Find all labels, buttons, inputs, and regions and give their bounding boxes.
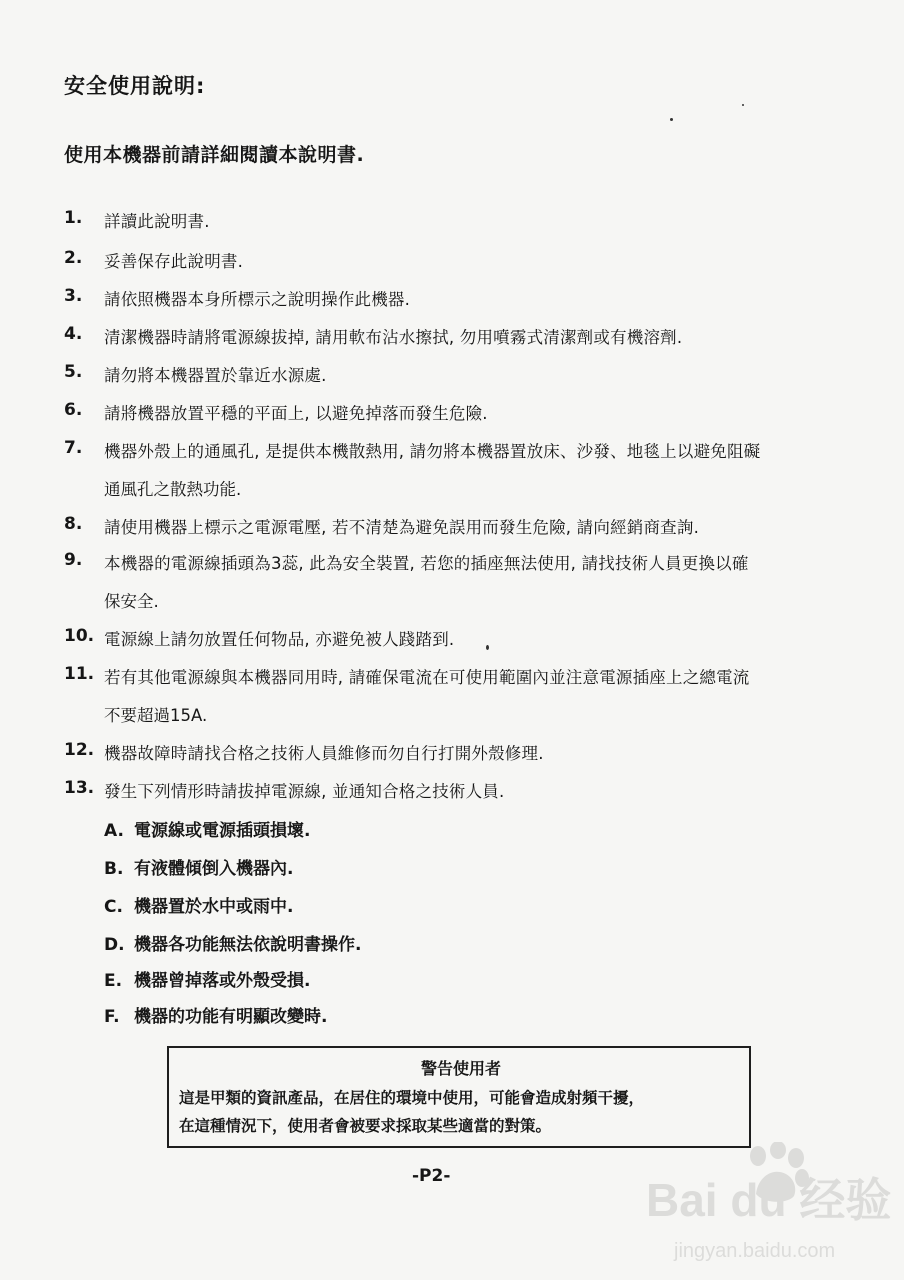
item-text: 電源線上請勿放置任何物品, 亦避免被人踐踏到. [104, 630, 455, 649]
sub-item-text: 機器各功能無法依說明書操作. [134, 935, 362, 955]
sub-item-text: 機器置於水中或雨中. [134, 897, 294, 917]
sub-item-label: E. [104, 971, 123, 991]
item-number: 2. [64, 248, 83, 268]
item-number: 7. [64, 438, 83, 458]
sub-item-text: 有液體傾倒入機器內. [134, 859, 294, 879]
item-number: 13. [64, 778, 95, 798]
item-text: 請勿將本機器置於靠近水源處. [104, 366, 327, 385]
item-number: 3. [64, 286, 83, 306]
warning-title: 警告使用者 [420, 1059, 501, 1078]
item-text: 詳讀此說明書. [104, 212, 210, 231]
item-number: 4. [64, 324, 83, 344]
item-text: 本機器的電源線插頭為3蕊, 此為安全裝置, 若您的插座無法使用, 請找技術人員更換以確 [104, 554, 749, 573]
sub-item-text: 電源線或電源插頭損壞. [134, 821, 311, 841]
scan-speck [670, 118, 673, 121]
sub-item-text: 機器曾掉落或外殼受損. [134, 971, 311, 991]
sub-item [104, 892, 293, 917]
item-text: 機器外殼上的通風孔, 是提供本機散熱用, 請勿將本機器置放床、沙發、地毯上以避免阻礙 [104, 442, 761, 461]
sub-item [104, 1002, 327, 1027]
intro-sentence: 使用本機器前請詳細閱讀本說明書. [64, 144, 365, 166]
page-number: -P2- [412, 1166, 451, 1186]
scan-speck [742, 104, 744, 106]
item-text: 若有其他電源線與本機器同用時, 請確保電流在可使用範圍內並注意電源插座上之總電流 [104, 668, 750, 687]
sub-item-label: B. [104, 859, 124, 879]
item-text: 請將機器放置平穩的平面上, 以避免掉落而發生危險. [104, 404, 488, 423]
item-number: 1. [64, 208, 83, 228]
section-heading: 安全使用說明: [64, 74, 206, 98]
item-number: 11. [64, 664, 95, 684]
sub-item [104, 966, 310, 991]
sub-item-label: D. [104, 935, 125, 955]
sub-item-label: A. [104, 821, 124, 841]
warning-line: 在這種情況下，使用者會被要求採取某些適當的對策。 [179, 1117, 552, 1135]
item-number: 12. [64, 740, 95, 760]
item-continuation: 通風孔之散熱功能. [104, 480, 242, 499]
sub-item [104, 930, 361, 955]
sub-item-label: C. [104, 897, 123, 917]
warning-box [167, 1046, 751, 1148]
scan-speck [486, 645, 489, 650]
item-number: 5. [64, 362, 83, 382]
item-text: 妥善保存此說明書. [104, 252, 244, 271]
item-number: 9. [64, 550, 83, 570]
sub-item [104, 816, 310, 841]
sub-item [104, 854, 293, 879]
item-continuation: 保安全. [104, 592, 159, 611]
item-text: 發生下列情形時請拔掉電源線, 並通知合格之技術人員. [104, 782, 505, 801]
item-number: 6. [64, 400, 83, 420]
item-number: 10. [64, 626, 95, 646]
baidu-watermark [646, 1140, 896, 1268]
item-text: 清潔機器時請將電源線拔掉, 請用軟布沾水擦拭, 勿用噴霧式清潔劑或有機溶劑. [104, 328, 683, 347]
watermark-logo: Bai du 经验 [646, 1174, 892, 1226]
item-text: 請依照機器本身所標示之說明操作此機器. [104, 290, 411, 309]
watermark-url: jingyan.baidu.com [674, 1240, 836, 1262]
item-number: 8. [64, 514, 83, 534]
warning-line: 這是甲類的資訊產品，在居住的環境中使用，可能會造成射頻干擾， [179, 1089, 645, 1107]
item-text: 機器故障時請找合格之技術人員維修而勿自行打開外殼修理. [104, 744, 544, 763]
item-continuation: 不要超過15A. [104, 706, 208, 725]
sub-item-label: F. [104, 1007, 120, 1027]
sub-item-text: 機器的功能有明顯改變時. [134, 1007, 328, 1027]
item-text: 請使用機器上標示之電源電壓, 若不清楚為避免誤用而發生危險, 請向經銷商查詢. [104, 518, 700, 537]
